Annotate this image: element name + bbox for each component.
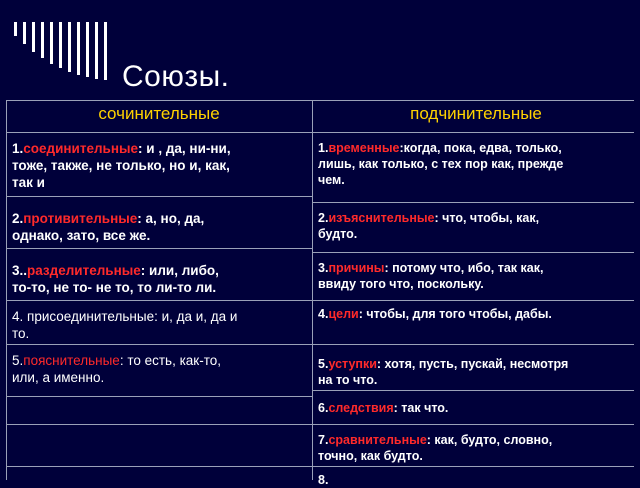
table-border-top <box>6 100 634 101</box>
right-row-5: 5.уступки: хотя, пусть, пускай, несмотря на то что. <box>318 357 569 387</box>
right-row-4: 4.цели: чтобы, для того чтобы, дабы. <box>318 307 552 321</box>
right-row-1: 1.временные:когда, пока, едва, только, лишь, как только, с тех пор как, прежде чем. <box>318 141 564 187</box>
row-divider <box>6 396 312 397</box>
row-divider <box>312 424 634 425</box>
right-row-6: 6.следствия: так что. <box>318 401 449 415</box>
row-divider <box>6 196 312 197</box>
slide-title: Союзы. <box>122 60 230 93</box>
row-divider <box>312 252 634 253</box>
header-subordinating: подчинительные <box>410 104 542 123</box>
right-row-7: 7.сравнительные: как, будто, словно, точно, как будто. <box>318 433 553 463</box>
left-row-3: 3..разделительные: или, либо, то-то, не то- не то, то ли-то ли. <box>12 263 219 295</box>
row-divider <box>6 300 312 301</box>
decorative-stripes-icon <box>14 22 110 80</box>
left-row-1: 1.соединительные: и , да, ни-ни, тоже, также, не только, но и, как, так и <box>12 141 231 190</box>
row-divider <box>6 344 312 345</box>
row-divider <box>312 390 634 391</box>
header-coordinating: сочинительные <box>98 104 220 123</box>
table-border-left <box>6 100 7 480</box>
right-row-8: 8. <box>318 473 329 487</box>
header-divider <box>6 132 634 133</box>
left-row-2: 2.противительные: а, но, да, однако, зато, все же. <box>12 211 205 243</box>
left-row-4: 4. присоединительные: и, да и, да и то. <box>12 309 238 341</box>
row-divider <box>6 466 312 467</box>
row-divider <box>312 344 634 345</box>
column-divider <box>312 100 313 480</box>
row-divider <box>312 202 634 203</box>
row-divider <box>6 424 312 425</box>
row-divider <box>6 248 312 249</box>
row-divider <box>312 466 634 467</box>
right-row-3: 3.причины: потому что, ибо, так как, ввиду того что, поскольку. <box>318 261 544 291</box>
right-row-2: 2.изъяснительные: что, чтобы, как, будто. <box>318 211 540 241</box>
left-row-5: 5.пояснительные: то есть, как-то, или, а именно. <box>12 353 221 385</box>
row-divider <box>312 300 634 301</box>
